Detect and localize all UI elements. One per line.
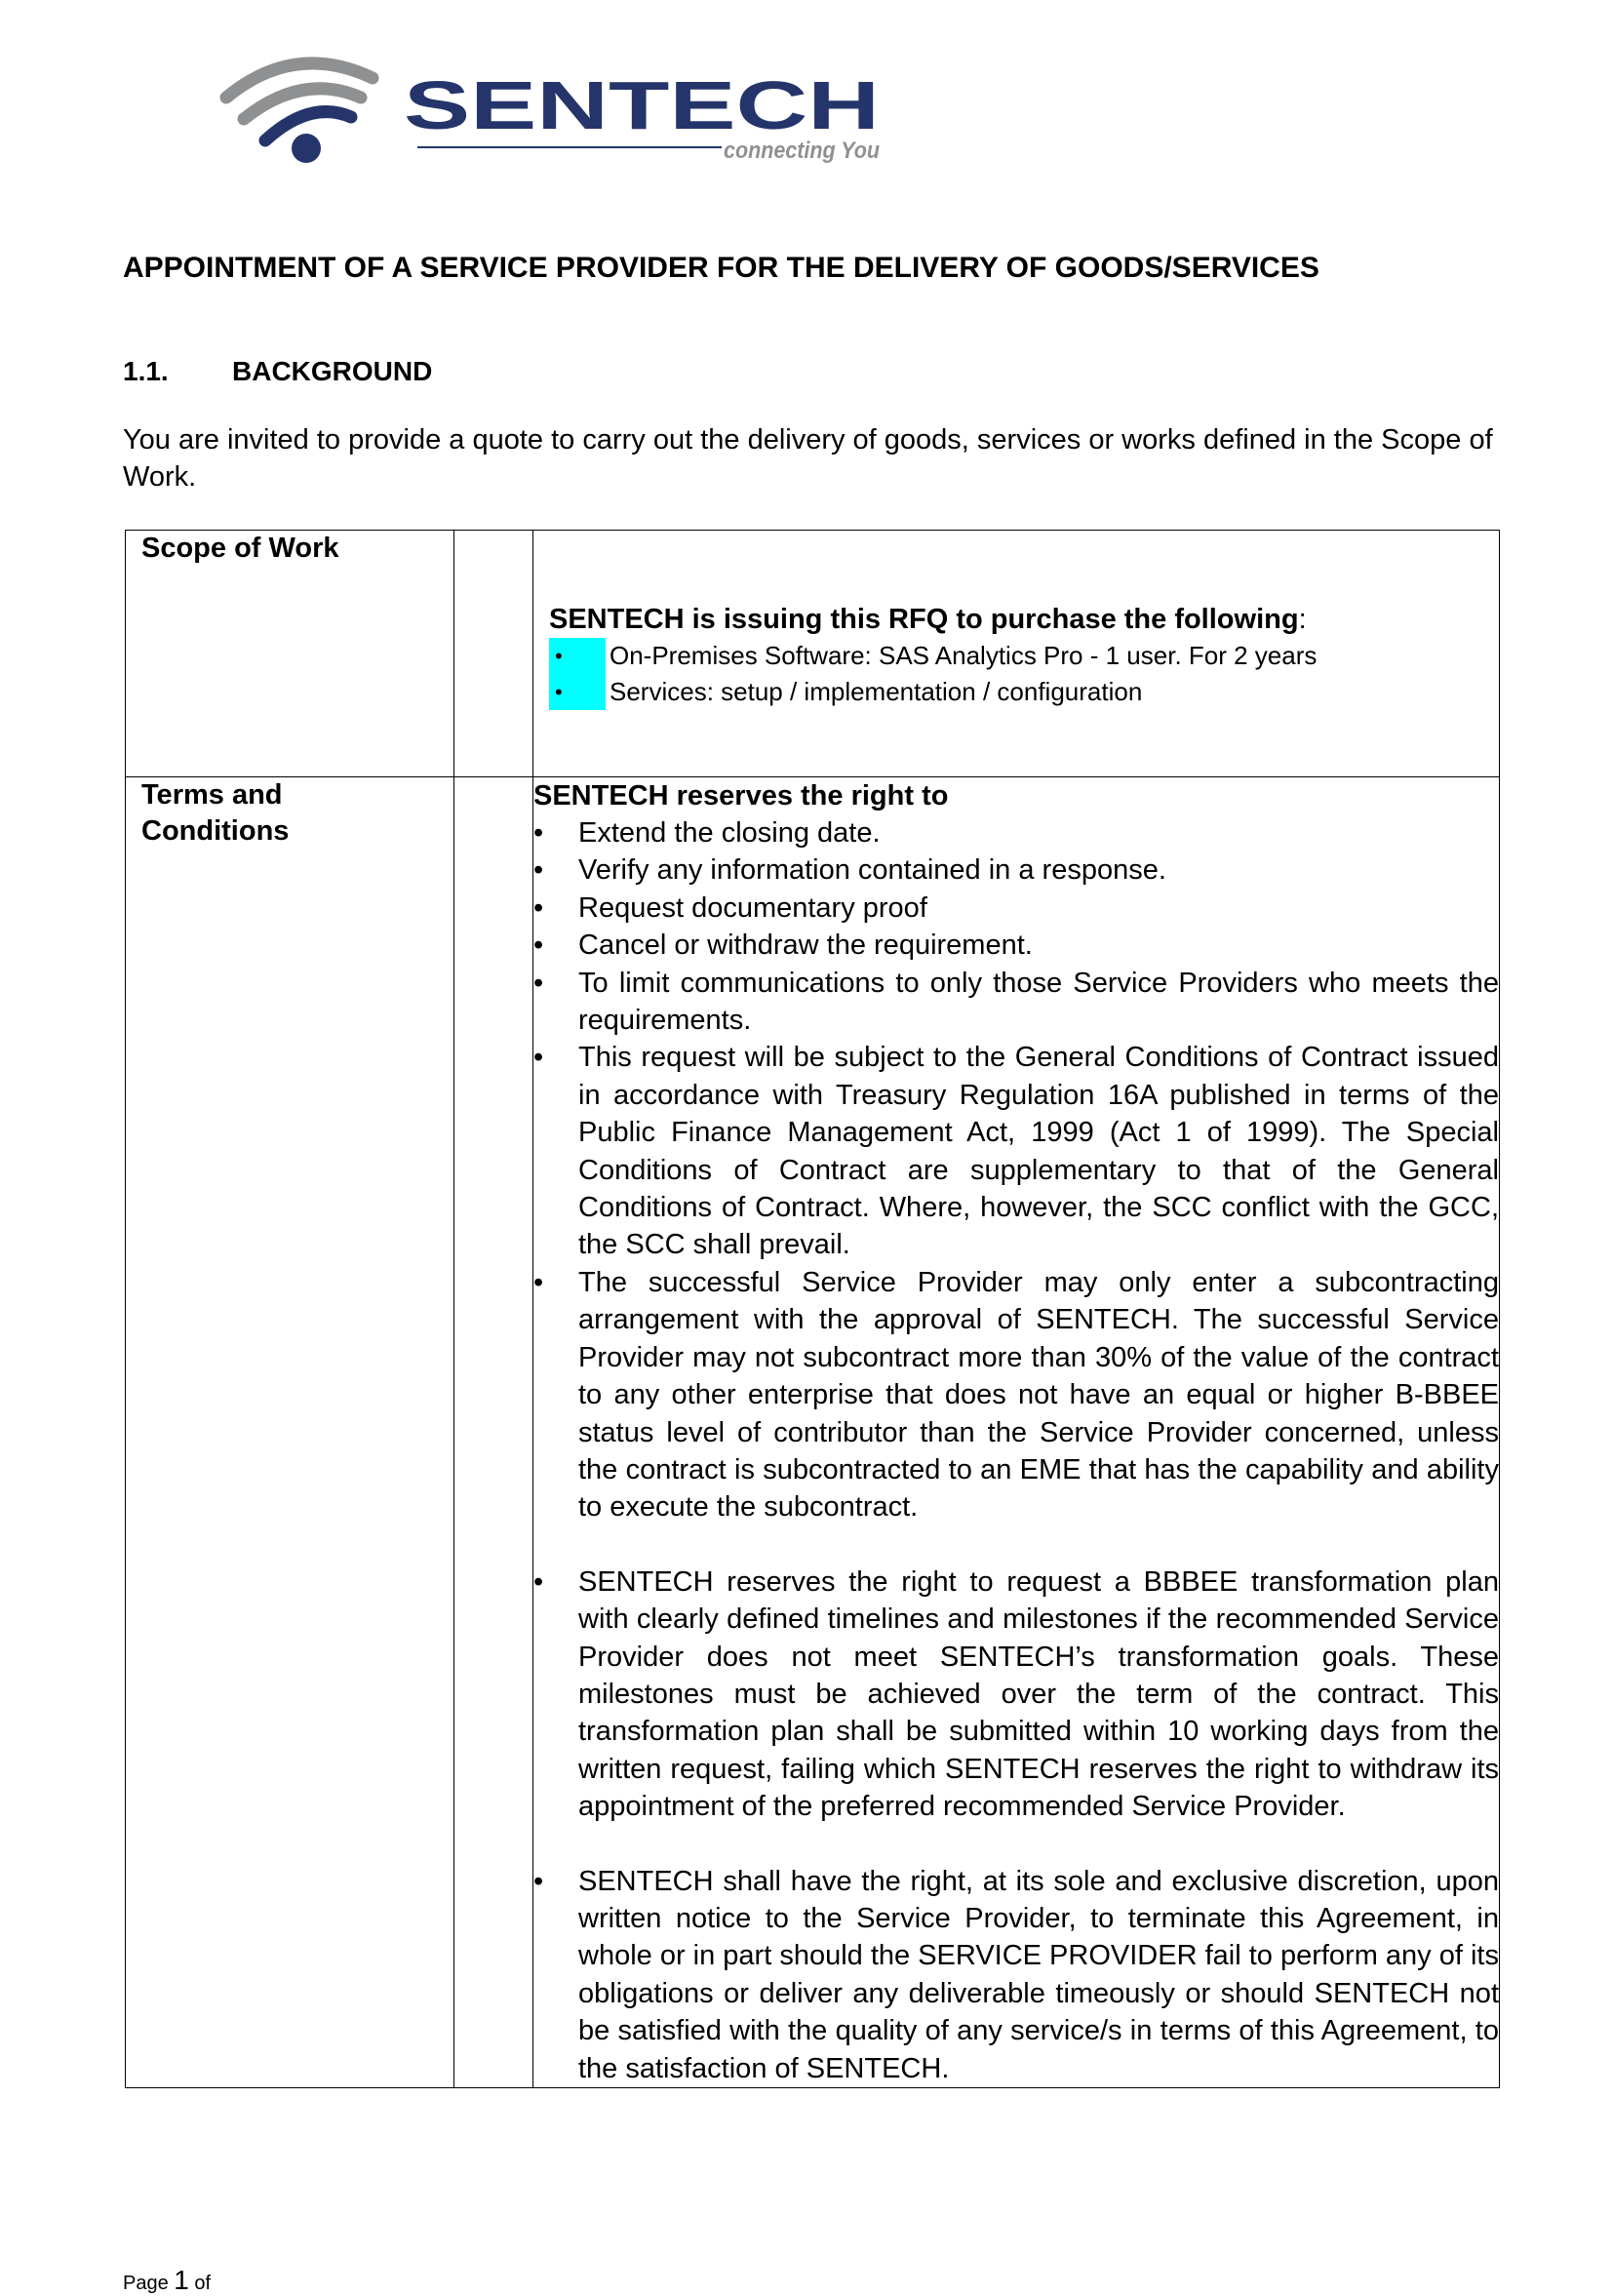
terms-item: • SENTECH reserves the right to request a BBBEE transformation plan with clearly defined timelines and milestones if the recommended Service Provider does not meet SENTECH’s transformation goals. These milestones must be achieved over the term of the contract. This transformation plan shall be submitted within 10 working days from the written request, failing which SENTECH reserves the right to withdraw its appointment of the preferred recommended Service Provider.: [533, 1565, 1499, 1823]
spacer-cell: [454, 777, 533, 2088]
terms-item: • To limit communications to only those Service Providers who meets the requirements.: [533, 967, 1499, 1037]
wifi-signal-icon: [216, 47, 880, 172]
terms-item: • SENTECH shall have the right, at its sole and exclusive discretion, upon written notice to the Service Provider, to terminate this Agreement, in whole or in part should the SERVICE PROVIDER fail to perform any of its obligations or deliver any deliverable timeously or should SENTECH not be satisfied with the quality of any service/s in terms of this Agreement, to the satisfaction of SENTECH.: [533, 1865, 1499, 2084]
terms-list: [533, 814, 1499, 2087]
document-title: APPOINTMENT OF A SERVICE PROVIDER FOR THE DELIVERY OF GOODS/SERVICES: [123, 252, 1319, 284]
sentech-logo: [216, 47, 880, 172]
intro-paragraph: You are invited to provide a quote to carry out the delivery of goods, services or works defined in the Scope of Work.: [123, 424, 1493, 493]
spacer-cell: [454, 531, 533, 777]
highlighted-bullet: •: [549, 638, 606, 674]
terms-item: • The successful Service Provider may only enter a subcontracting arrangement with the approval of SENTECH. The successful Service Provider may not subcontract more than 30% of the value of the contract to any other enterprise that does not have an equal or higher B-BBEE status level of contributor than the Service Provider concerned, unless the contract is subcontracted to an EME that has the capability and ability to execute the subcontract.: [533, 1266, 1499, 1524]
section-title: BACKGROUND: [232, 356, 433, 386]
terms-item: • Request documentary proof: [533, 891, 927, 924]
terms-item: • This request will be subject to the General Conditions of Contract issued in accordance with Treasury Regulation 16A published in terms of the Public Finance Management Act, 1999 (Act 1 of 1999). The Special Conditions of Contract are supplementary to that of the General Conditions of Contract. Where, however, the SCC conflict with the GCC, the SCC shall prevail.: [533, 1042, 1499, 1261]
terms-content: [533, 777, 1500, 2088]
section-number: 1.1.: [123, 356, 169, 386]
terms-item: • Verify any information contained in a response.: [533, 854, 1166, 887]
section-heading: [123, 356, 432, 387]
scope-item: • On-Premises Software: SAS Analytics Pro - 1 user. For 2 years: [549, 638, 1483, 674]
terms-label: Terms and Conditions: [141, 779, 290, 847]
scope-content: [533, 531, 1500, 777]
scope-label: Scope of Work: [141, 533, 339, 564]
page-footer: Page 1 of: [123, 2265, 212, 2295]
brand-text: SENTECH: [404, 67, 880, 143]
scope-row: [126, 531, 1500, 777]
rfq-table: [125, 530, 1500, 2088]
terms-row: [126, 777, 1500, 2088]
terms-item: • Cancel or withdraw the requirement.: [533, 930, 1033, 962]
scope-heading: SENTECH is issuing this RFQ to purchase the following:: [549, 604, 1307, 635]
terms-heading: SENTECH reserves the right to: [533, 780, 949, 812]
scope-item: • Services: setup / implementation / configuration: [549, 674, 1483, 710]
logo-tagline: connecting You: [724, 138, 881, 164]
page-number: 1: [174, 2265, 189, 2295]
terms-item: • Extend the closing date.: [533, 817, 881, 849]
highlighted-bullet: •: [549, 674, 606, 710]
